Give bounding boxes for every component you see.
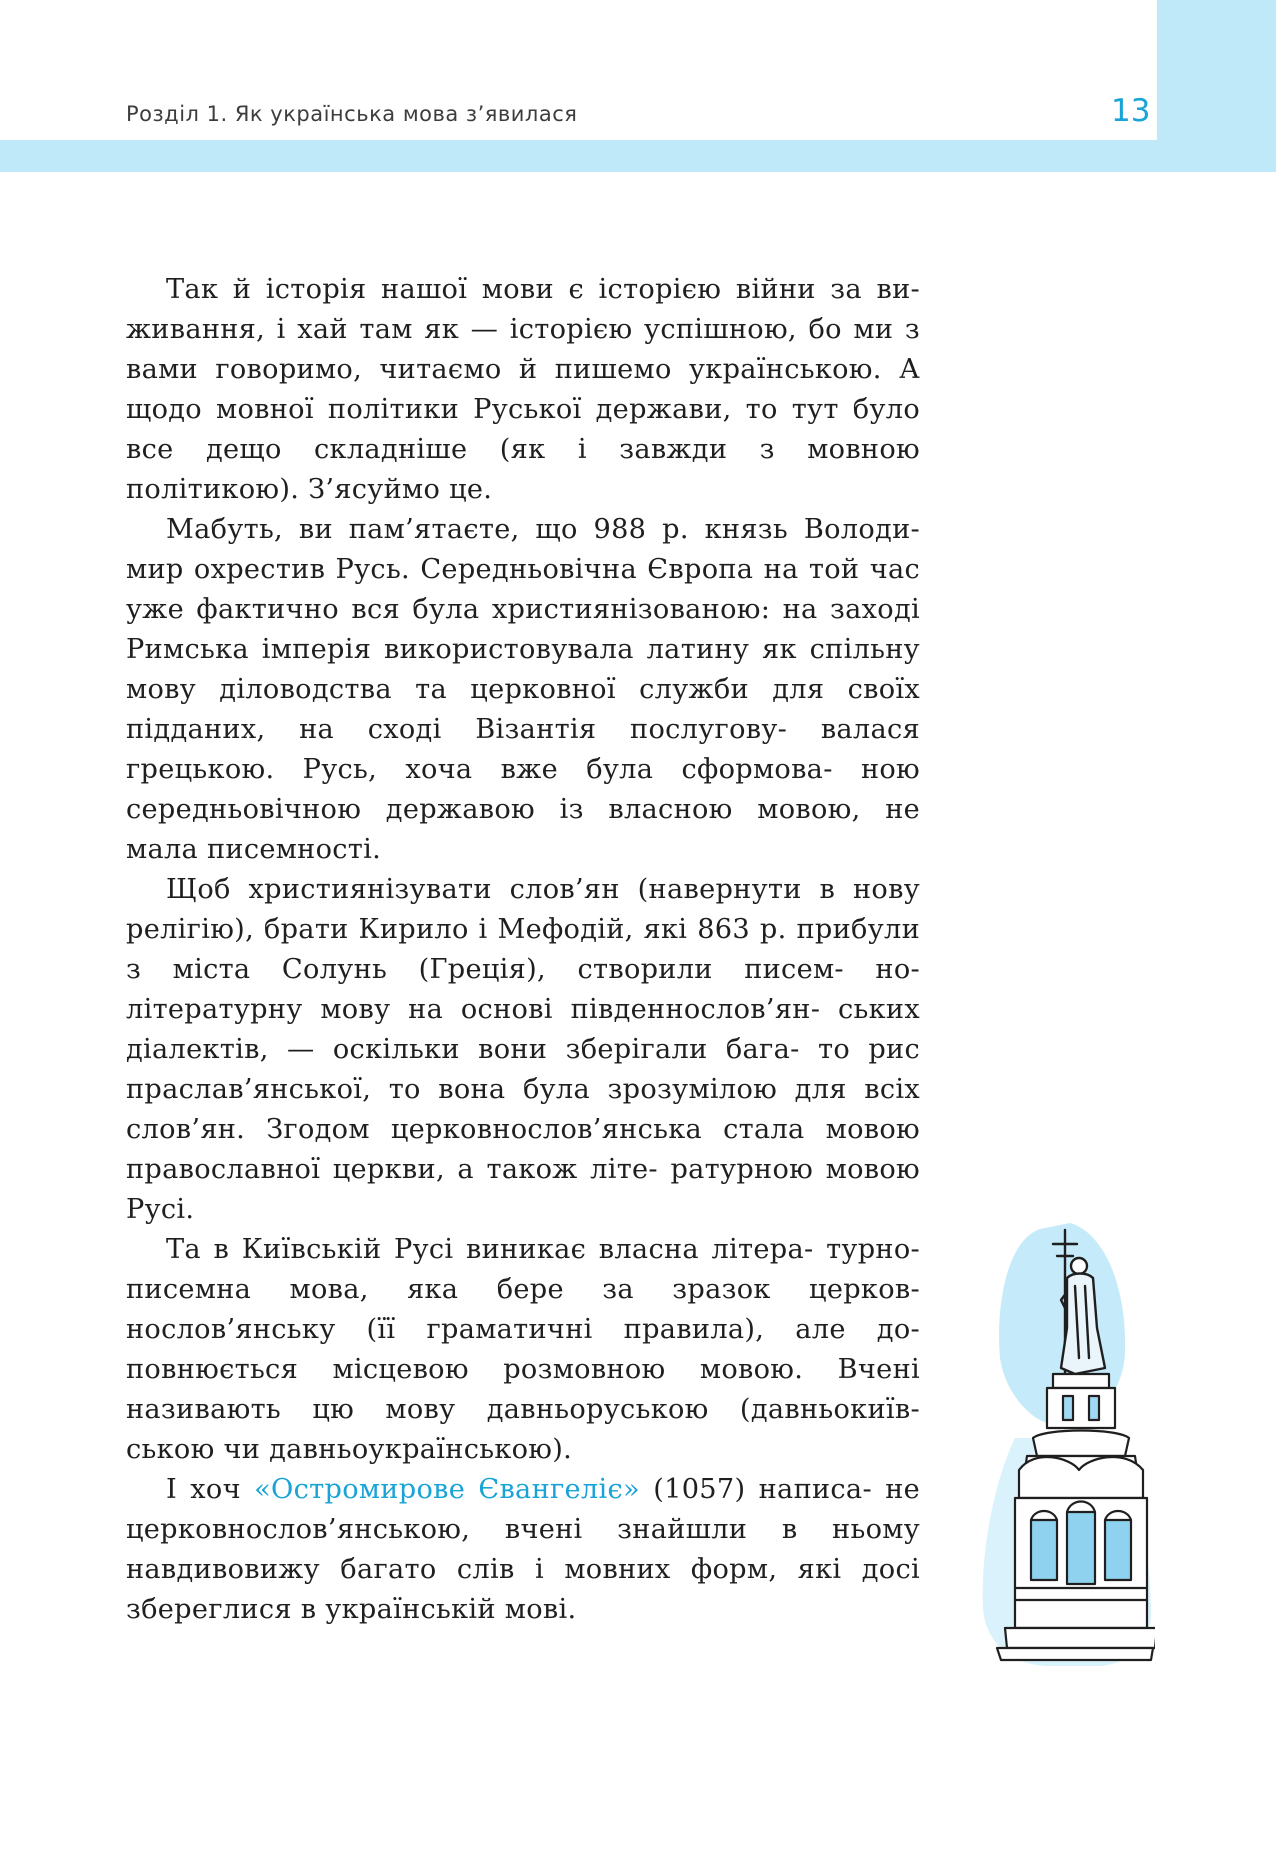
text-line: Та в Київській Русі виникає власна літера- bbox=[166, 1234, 814, 1265]
text-line: ратурною мовою Русі. bbox=[126, 1154, 920, 1225]
text-line: було все дещо складніше (як і завжди з мовною bbox=[126, 394, 920, 465]
text-line: Щоб християнізувати слов’ян (навернути в bbox=[166, 874, 836, 905]
text-line: стала мовою православної церкви, а також літе- bbox=[126, 1114, 920, 1185]
text-line: Мабуть, ви пам’ятаєте, що 988 р. князь Володи- bbox=[166, 514, 920, 545]
text-line: не церковнослов’янською, вчені знайшли в ньому bbox=[126, 1474, 920, 1545]
text-line: А щодо мовної політики Руської держави, то тут bbox=[126, 354, 920, 425]
chapel-icon bbox=[997, 1374, 1155, 1660]
text-segment: (1057) написа- bbox=[639, 1474, 872, 1505]
text-line: валася грецькою. Русь, хоча вже була сформова- bbox=[126, 714, 920, 785]
text-segment: І хоч bbox=[166, 1474, 255, 1505]
text-line: заході Римська імперія використовувала латину bbox=[126, 594, 920, 665]
text-line: но-літературну мову на основі південнослов’ян- bbox=[126, 954, 920, 1025]
text-line: політикою). З’ясуймо це. bbox=[126, 474, 493, 505]
text-line: повнюється місцевою розмовною мовою. Вчені bbox=[126, 1354, 920, 1385]
running-head: Розділ 1. Як українська мова з’явилася bbox=[126, 102, 578, 126]
text-line: збереглися в українській мові. bbox=[126, 1594, 577, 1625]
text-line: нослов’янську (її граматичні правила), але до- bbox=[126, 1314, 920, 1345]
text-line: мир охрестив Русь. Середньовічна Європа на той bbox=[126, 554, 860, 585]
text-line: навдивовижу багато слів і мовних форм, які досі bbox=[126, 1554, 920, 1585]
text-line: ською чи давньоукраїнською). bbox=[126, 1434, 573, 1465]
text-line: нову релігію), брати Кирило і Мефодій, які 863 р. bbox=[126, 874, 920, 945]
body-text bbox=[126, 270, 920, 1630]
text-line: турно-писемна мова, яка бере за зразок церков- bbox=[126, 1234, 920, 1305]
paragraph-5 bbox=[126, 1470, 920, 1630]
book-title-link[interactable]: «Остромирове Євангеліє» bbox=[254, 1474, 640, 1505]
paragraph-4 bbox=[126, 1230, 920, 1470]
monument-illustration bbox=[975, 1208, 1155, 1668]
text-line: з вами говоримо, читаємо й пишемо українською. bbox=[126, 314, 920, 385]
paragraph-1 bbox=[126, 270, 920, 510]
text-line: час уже фактично вся була християнізованою: на bbox=[126, 554, 920, 625]
paragraph-3 bbox=[126, 870, 920, 1230]
text-line: ною середньовічною державою із власною мовою, bbox=[126, 754, 920, 825]
text-line: живання, і хай там як — історією успішною, бо ми bbox=[126, 314, 894, 345]
text-line: як спільну мову діловодства та церковної служби bbox=[126, 634, 920, 705]
page-corner-tab bbox=[1157, 0, 1276, 172]
text-line: для всіх слов’ян. Згодом церковнослов’янська bbox=[126, 1074, 921, 1145]
text-line: ських діалектів, — оскільки вони зберігали бага- bbox=[126, 994, 920, 1065]
header-band bbox=[0, 140, 1276, 172]
text-line: називають цю мову давньоруською (давньокиїв- bbox=[126, 1394, 920, 1425]
paragraph-2 bbox=[126, 510, 920, 870]
text-line: прибули з міста Солунь (Греція), створили писем- bbox=[126, 914, 920, 985]
page-number: 13 bbox=[1111, 93, 1151, 129]
text-line: не мала писемності. bbox=[126, 794, 920, 865]
text-line: то рис праслав’янської, то вона була зрозумілою bbox=[126, 1034, 921, 1105]
text-line: для своїх підданих, на сході Візантія послугову- bbox=[126, 674, 920, 745]
text-line: Так й історія нашої мови є історією війни за ви- bbox=[166, 274, 920, 305]
